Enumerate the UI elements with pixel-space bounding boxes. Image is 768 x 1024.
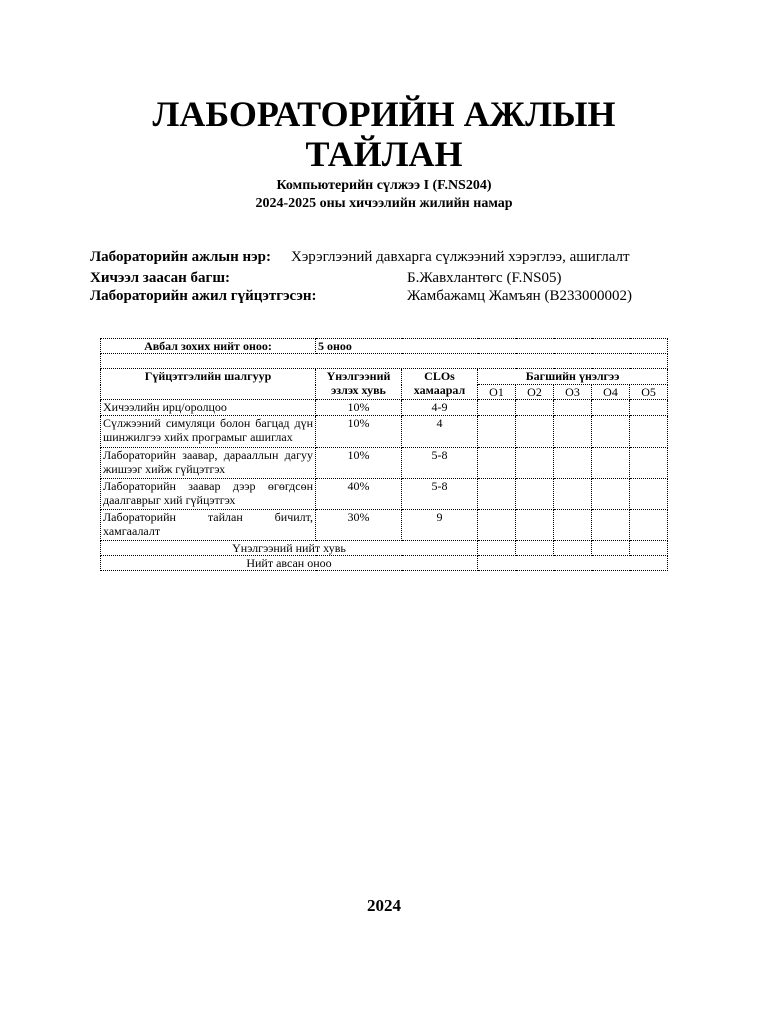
teacher-label: Хичээл заасан багш: xyxy=(90,270,231,286)
total-received-row xyxy=(101,556,668,571)
col-teacher-header: Багшийн үнэлгээ xyxy=(478,369,668,385)
table-row xyxy=(101,479,668,510)
report-year: 2024 xyxy=(367,896,401,915)
table-row xyxy=(101,510,668,541)
score-cell-o3[interactable] xyxy=(554,479,592,510)
score-cell-o3[interactable] xyxy=(554,416,592,448)
weight-cell: 10% xyxy=(316,448,402,479)
criteria-cell: Лабораторийн тайлан бичилт, хамгаалалт xyxy=(101,510,316,541)
table-row xyxy=(101,448,668,479)
total-percent-o2[interactable] xyxy=(516,541,554,556)
score-cell-o3[interactable] xyxy=(554,400,592,416)
total-score-value: 5 оноо xyxy=(316,339,668,354)
course-name: Компьютерийн сүлжээ I (F.NS204) xyxy=(276,178,492,193)
col-criteria-header: Гүйцэтгэлийн шалгуур xyxy=(101,369,316,400)
report-title-line2: ТАЙЛАН xyxy=(305,134,463,174)
total-percent-o4[interactable] xyxy=(592,541,630,556)
clos-cell: 9 xyxy=(402,510,478,541)
sub-col-o1: O1 xyxy=(478,385,516,400)
spacer-row xyxy=(101,354,668,369)
total-percent-o3[interactable] xyxy=(554,541,592,556)
total-percent-label: Үнэлгээний нийт хувь xyxy=(101,541,478,556)
total-received-value[interactable] xyxy=(478,556,668,571)
semester: 2024-2025 оны хичээлийн жилийн намар xyxy=(255,196,513,211)
score-cell-o2[interactable] xyxy=(516,400,554,416)
score-cell-o4[interactable] xyxy=(592,416,630,448)
score-cell-o5[interactable] xyxy=(630,510,668,541)
col-weight-line2: эзлэх хувь xyxy=(331,383,386,397)
score-cell-o1[interactable] xyxy=(478,416,516,448)
score-cell-o3[interactable] xyxy=(554,448,592,479)
student-label: Лабораторийн ажил гүйцэтгэсэн: xyxy=(90,288,317,304)
grading-table xyxy=(100,338,668,571)
score-cell-o1[interactable] xyxy=(478,400,516,416)
report-title-line1: ЛАБОРАТОРИЙН АЖЛЫН xyxy=(152,94,616,134)
clos-cell: 5-8 xyxy=(402,448,478,479)
student-value: Жамбажамц Жамъян (B233000002) xyxy=(407,288,632,304)
score-cell-o2[interactable] xyxy=(516,448,554,479)
score-cell-o5[interactable] xyxy=(630,416,668,448)
weight-cell: 10% xyxy=(316,400,402,416)
score-cell-o4[interactable] xyxy=(592,448,630,479)
score-cell-o5[interactable] xyxy=(630,479,668,510)
score-cell-o5[interactable] xyxy=(630,400,668,416)
criteria-cell: Лабораторийн заавар, дарааллын дагуу жишээг хийж гүйцэтгэх xyxy=(101,448,316,479)
score-cell-o4[interactable] xyxy=(592,510,630,541)
score-cell-o2[interactable] xyxy=(516,479,554,510)
score-cell-o3[interactable] xyxy=(554,510,592,541)
criteria-cell: Лабораторийн заавар дээр өгөгдсөн даалгаврыг хий гүйцэтгэх xyxy=(101,479,316,510)
total-percent-row xyxy=(101,541,668,556)
total-percent-o5[interactable] xyxy=(630,541,668,556)
score-cell-o4[interactable] xyxy=(592,479,630,510)
score-cell-o1[interactable] xyxy=(478,510,516,541)
teacher-value: Б.Жавхлантөгс (F.NS05) xyxy=(407,270,562,286)
sub-col-o4: O4 xyxy=(592,385,630,400)
criteria-cell: Хичээлийн ирц/оролцоо xyxy=(101,400,316,416)
score-cell-o1[interactable] xyxy=(478,448,516,479)
score-cell-o4[interactable] xyxy=(592,400,630,416)
weight-cell: 40% xyxy=(316,479,402,510)
total-percent-o1[interactable] xyxy=(478,541,516,556)
weight-cell: 30% xyxy=(316,510,402,541)
score-cell-o2[interactable] xyxy=(516,510,554,541)
score-cell-o1[interactable] xyxy=(478,479,516,510)
sub-col-o2: O2 xyxy=(516,385,554,400)
total-received-label: Нийт авсан оноо xyxy=(101,556,478,571)
sub-col-o3: O3 xyxy=(554,385,592,400)
score-cell-o5[interactable] xyxy=(630,448,668,479)
spacer-cell xyxy=(101,354,668,369)
sub-col-o5: O5 xyxy=(630,385,668,400)
total-score-label: Авбал зохих нийт оноо: xyxy=(101,339,316,354)
table-row xyxy=(101,400,668,416)
total-score-row xyxy=(101,339,668,354)
clos-cell: 5-8 xyxy=(402,479,478,510)
header-row xyxy=(101,369,668,385)
lab-name-label: Лабораторийн ажлын нэр: xyxy=(90,249,271,265)
col-clos-line2: хамаарал xyxy=(413,383,466,397)
weight-cell: 10% xyxy=(316,416,402,448)
criteria-cell: Сүлжээний симуляци болон багцад дүн шинжилгээ хийх програмыг ашиглах xyxy=(101,416,316,448)
col-weight-header xyxy=(316,369,402,400)
col-clos-line1: CLOs xyxy=(424,369,455,383)
lab-name-value: Хэрэглээний давхарга сүлжээний хэрэглээ, ашиглалт xyxy=(291,249,630,265)
clos-cell: 4 xyxy=(402,416,478,448)
col-weight-line1: Үнэлгээний xyxy=(326,369,391,383)
table-row xyxy=(101,416,668,448)
report-title xyxy=(100,94,668,174)
col-clos-header xyxy=(402,369,478,400)
score-cell-o2[interactable] xyxy=(516,416,554,448)
clos-cell: 4-9 xyxy=(402,400,478,416)
